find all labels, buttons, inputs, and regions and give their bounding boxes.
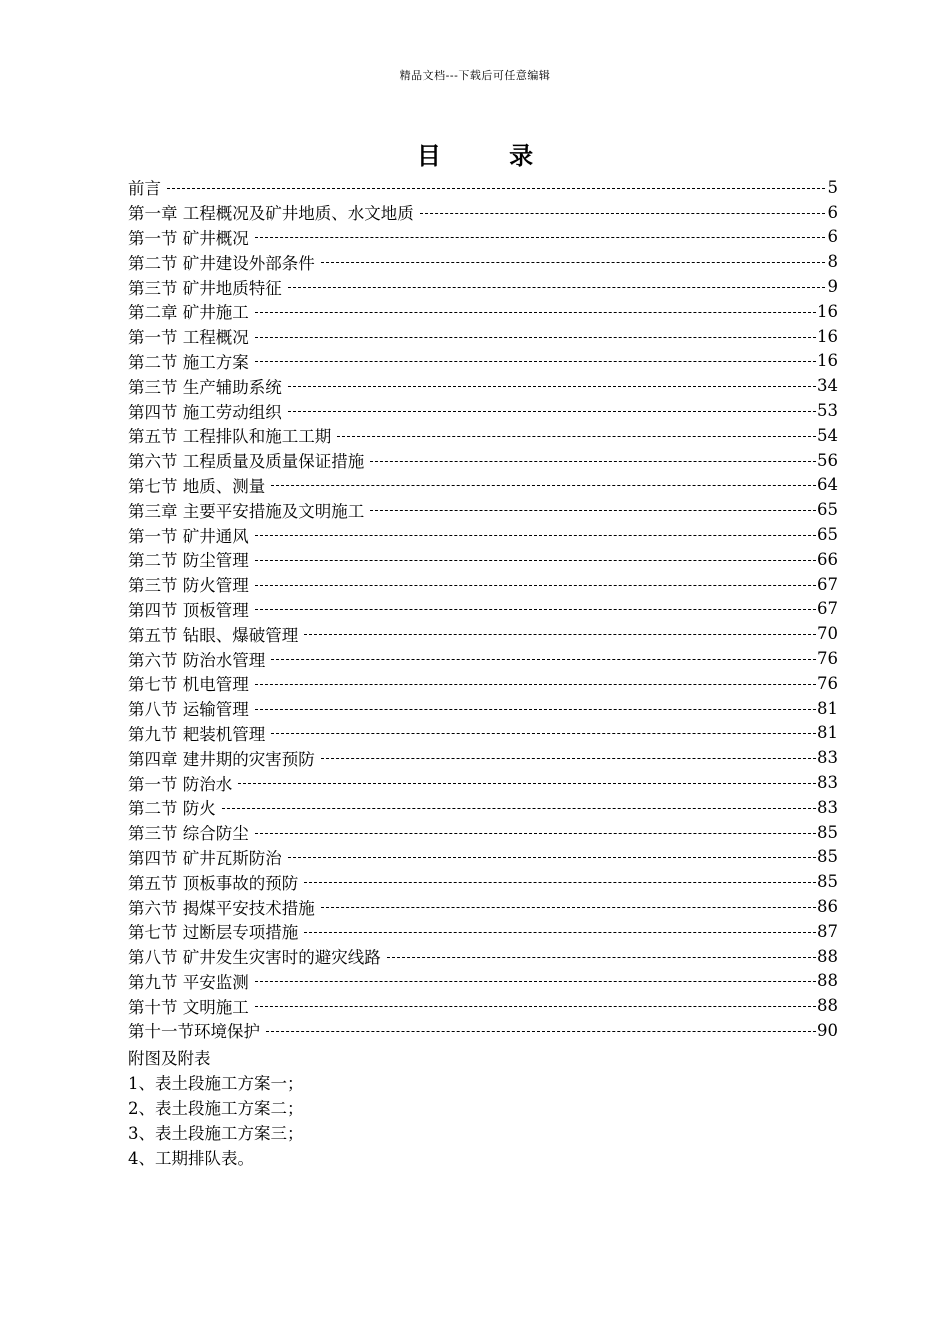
toc-entry[interactable] xyxy=(128,820,838,845)
toc-entry-label: 第五节 工程排队和施工工期 xyxy=(128,427,332,447)
toc-entry-label: 第二节 矿井建设外部条件 xyxy=(128,253,315,273)
toc-entry-label: 第一节 工程概况 xyxy=(128,328,249,348)
toc-entry-page: 88 xyxy=(817,996,838,1016)
toc-entry-label: 第一节 矿井概况 xyxy=(128,228,249,248)
toc-entry[interactable] xyxy=(128,993,838,1018)
toc-entry-page: 70 xyxy=(817,624,838,644)
page-title xyxy=(0,136,950,171)
toc-entry[interactable] xyxy=(128,373,838,398)
toc-entry-page: 65 xyxy=(817,525,838,545)
toc-leader-line xyxy=(255,361,816,362)
toc-entry-page: 9 xyxy=(827,277,838,297)
toc-entry[interactable] xyxy=(128,522,838,547)
toc-entry[interactable] xyxy=(128,547,838,572)
page-header: 精品文档---下载后可任意编辑 xyxy=(399,69,551,82)
toc-entry-label: 第三节 防火管理 xyxy=(128,576,249,596)
toc-entry-label: 第五节 钻眼、爆破管理 xyxy=(128,625,299,645)
toc-entry[interactable] xyxy=(128,324,838,349)
toc-leader-line xyxy=(321,907,816,908)
title-char-1: 目 xyxy=(416,141,441,170)
toc-leader-line xyxy=(255,535,816,536)
toc-leader-line xyxy=(255,1006,816,1007)
appendix-item: 3、表土段施工方案三； xyxy=(128,1124,304,1143)
toc-entry-page: 85 xyxy=(817,872,838,892)
toc-entry-label: 第六节 工程质量及质量保证措施 xyxy=(128,452,365,472)
toc-entry-page: 54 xyxy=(817,425,838,445)
toc-entry-page: 81 xyxy=(817,698,838,718)
title-char-2: 录 xyxy=(509,141,534,170)
toc-leader-line xyxy=(321,262,825,263)
toc-leader-line xyxy=(255,560,816,561)
toc-entry-page: 53 xyxy=(817,401,838,421)
appendix-item: 1、表土段施工方案一； xyxy=(128,1074,304,1093)
toc-entry-label: 第二节 施工方案 xyxy=(128,352,249,372)
toc-leader-line xyxy=(304,634,816,635)
toc-leader-line xyxy=(420,213,825,214)
toc-entry-label: 第三节 矿井地质特征 xyxy=(128,278,282,298)
toc-entry[interactable] xyxy=(128,448,838,473)
toc-leader-line xyxy=(255,312,816,313)
appendix-item: 2、表土段施工方案二； xyxy=(128,1099,304,1118)
toc-entry-label: 第七节 机电管理 xyxy=(128,675,249,695)
toc-entry-label: 前言 xyxy=(128,179,161,199)
toc-entry-page: 67 xyxy=(817,574,838,594)
toc-leader-line xyxy=(304,882,816,883)
toc-entry[interactable] xyxy=(128,398,838,423)
toc-entry-page: 6 xyxy=(827,202,838,222)
table-of-contents xyxy=(128,175,838,1043)
toc-entry-page: 16 xyxy=(817,301,838,321)
toc-entry-label: 第四章 建井期的灾害预防 xyxy=(128,749,315,769)
toc-leader-line xyxy=(255,337,816,338)
toc-leader-line xyxy=(238,783,816,784)
toc-entry[interactable] xyxy=(128,795,838,820)
toc-entry-page: 85 xyxy=(817,822,838,842)
toc-entry[interactable] xyxy=(128,869,838,894)
toc-entry-label: 第七节 地质、测量 xyxy=(128,476,266,496)
toc-entry-label: 第十节 文明施工 xyxy=(128,997,249,1017)
toc-entry-label: 第三节 生产辅助系统 xyxy=(128,377,282,397)
toc-entry-page: 76 xyxy=(817,649,838,669)
toc-entry[interactable] xyxy=(128,770,838,795)
appendix-heading: 附图及附表 xyxy=(128,1049,211,1068)
toc-entry-label: 第六节 防治水管理 xyxy=(128,650,266,670)
toc-entry-label: 第一节 矿井通风 xyxy=(128,526,249,546)
toc-leader-line xyxy=(255,585,816,586)
toc-entry-label: 第四节 施工劳动组织 xyxy=(128,402,282,422)
toc-entry-label: 第八节 运输管理 xyxy=(128,700,249,720)
toc-leader-line xyxy=(370,510,816,511)
toc-entry[interactable] xyxy=(128,175,838,200)
toc-entry-label: 第九节 平安监测 xyxy=(128,972,249,992)
toc-entry[interactable] xyxy=(128,497,838,522)
toc-entry-page: 88 xyxy=(817,946,838,966)
toc-entry[interactable] xyxy=(128,572,838,597)
toc-entry[interactable] xyxy=(128,745,838,770)
toc-entry[interactable] xyxy=(128,249,838,274)
toc-entry-page: 88 xyxy=(817,971,838,991)
toc-entry-page: 76 xyxy=(817,673,838,693)
toc-entry-label: 第十一节环境保护 xyxy=(128,1022,260,1042)
toc-entry-page: 16 xyxy=(817,351,838,371)
toc-entry-page: 56 xyxy=(817,450,838,470)
toc-entry[interactable] xyxy=(128,919,838,944)
toc-entry[interactable] xyxy=(128,597,838,622)
toc-entry[interactable] xyxy=(128,274,838,299)
toc-leader-line xyxy=(271,733,816,734)
toc-entry-page: 34 xyxy=(817,376,838,396)
toc-leader-line xyxy=(255,609,816,610)
toc-entry-label: 第二节 防火 xyxy=(128,799,216,819)
toc-entry[interactable] xyxy=(128,671,838,696)
toc-entry-page: 5 xyxy=(827,177,838,197)
toc-leader-line xyxy=(255,833,816,834)
toc-entry[interactable] xyxy=(128,969,838,994)
toc-entry-label: 第三节 综合防尘 xyxy=(128,824,249,844)
appendix-list xyxy=(128,1046,838,1171)
toc-entry[interactable] xyxy=(128,944,838,969)
toc-leader-line xyxy=(255,237,825,238)
toc-leader-line xyxy=(167,188,825,189)
toc-entry-label: 第五节 顶板事故的预防 xyxy=(128,873,299,893)
toc-entry-label: 第八节 矿井发生灾害时的避灾线路 xyxy=(128,948,381,968)
toc-leader-line xyxy=(271,485,816,486)
toc-entry-page: 67 xyxy=(817,599,838,619)
toc-leader-line xyxy=(288,857,816,858)
toc-entry-page: 83 xyxy=(817,773,838,793)
toc-leader-line xyxy=(288,386,816,387)
toc-entry[interactable] xyxy=(128,225,838,250)
toc-entry-label: 第九节 耙装机管理 xyxy=(128,724,266,744)
toc-entry-page: 86 xyxy=(817,897,838,916)
toc-leader-line xyxy=(304,932,816,933)
toc-entry-label: 第二节 防尘管理 xyxy=(128,551,249,571)
toc-entry[interactable] xyxy=(128,696,838,721)
toc-entry-label: 第四节 顶板管理 xyxy=(128,600,249,620)
toc-leader-line xyxy=(288,287,825,288)
toc-entry-page: 83 xyxy=(817,748,838,768)
toc-entry-label: 第四节 矿井瓦斯防治 xyxy=(128,848,282,868)
toc-entry[interactable] xyxy=(128,349,838,374)
toc-leader-line xyxy=(387,957,816,958)
toc-leader-line xyxy=(222,808,816,809)
toc-entry-page: 65 xyxy=(817,500,838,520)
toc-entry-page: 64 xyxy=(817,475,838,495)
toc-entry-label: 第一节 防治水 xyxy=(128,774,233,794)
toc-entry-label: 第一章 工程概况及矿井地质、水文地质 xyxy=(128,204,414,224)
toc-entry[interactable] xyxy=(128,299,838,324)
toc-entry-label: 第二章 矿井施工 xyxy=(128,303,249,323)
toc-entry-page: 85 xyxy=(817,847,838,867)
appendix-item: 4、工期排队表。 xyxy=(128,1149,254,1168)
toc-entry-page: 6 xyxy=(827,227,838,247)
toc-entry[interactable] xyxy=(128,845,838,870)
toc-entry-label: 第三章 主要平安措施及文明施工 xyxy=(128,501,365,521)
toc-entry-label: 第六节 揭煤平安技术措施 xyxy=(128,898,315,918)
toc-leader-line xyxy=(337,436,816,437)
toc-leader-line xyxy=(255,709,816,710)
toc-entry[interactable] xyxy=(128,1018,838,1043)
toc-entry-page: 8 xyxy=(827,252,838,272)
toc-entry-page: 16 xyxy=(817,326,838,346)
toc-entry-page: 83 xyxy=(817,797,838,817)
toc-leader-line xyxy=(321,758,816,759)
toc-entry[interactable] xyxy=(128,423,838,448)
toc-leader-line xyxy=(288,411,816,412)
toc-entry-page: 87 xyxy=(817,921,838,941)
toc-entry-page: 90 xyxy=(817,1020,838,1040)
toc-entry[interactable] xyxy=(128,721,838,746)
toc-entry-page: 66 xyxy=(817,549,838,569)
toc-leader-line xyxy=(370,461,816,462)
toc-leader-line xyxy=(271,659,816,660)
toc-entry-page: 81 xyxy=(817,723,838,743)
toc-entry[interactable] xyxy=(128,646,838,671)
toc-leader-line xyxy=(266,1031,816,1032)
toc-entry-label: 第七节 过断层专项措施 xyxy=(128,923,299,943)
toc-entry[interactable] xyxy=(128,473,838,498)
toc-leader-line xyxy=(255,981,816,982)
toc-leader-line xyxy=(255,684,816,685)
toc-entry[interactable] xyxy=(128,621,838,646)
toc-entry[interactable] xyxy=(128,200,838,225)
toc-entry[interactable] xyxy=(128,894,838,919)
